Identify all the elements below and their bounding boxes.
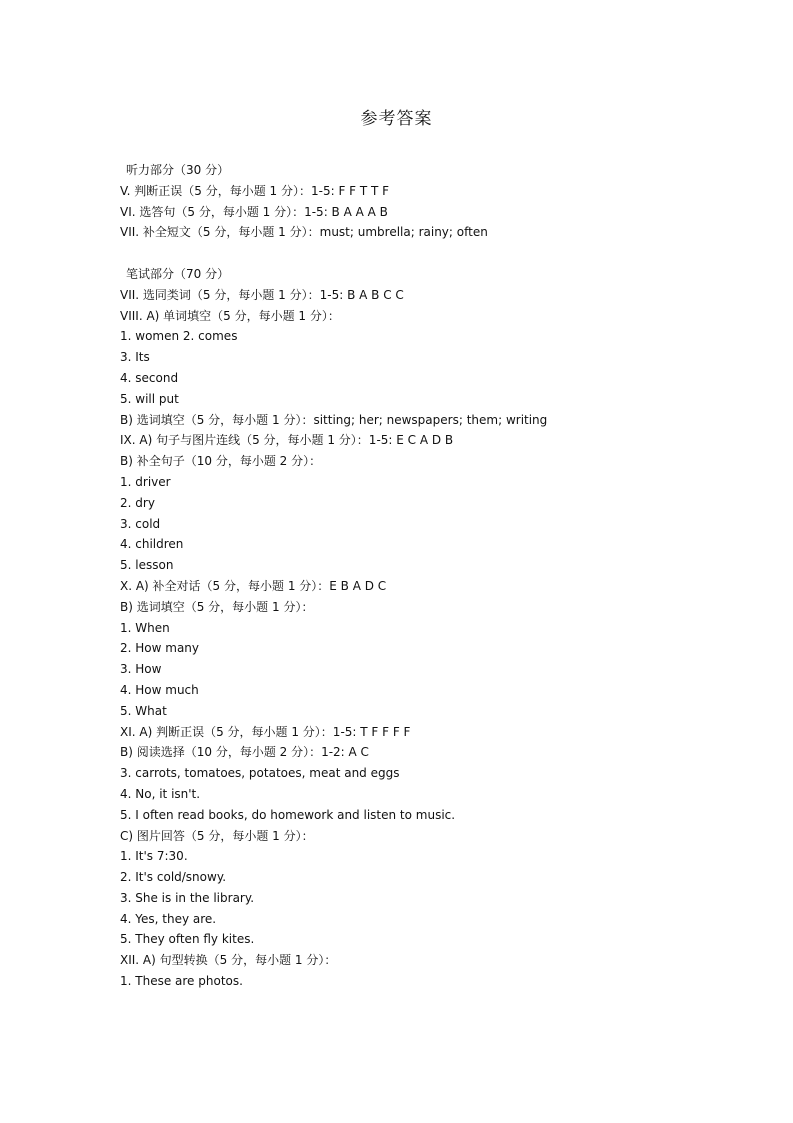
answer-line: 4. Yes, they are. [120,911,217,926]
answer-line: B) 选词填空（5 分，每小题 1 分）： [120,599,314,614]
answer-line: 5. I often read books, do homework and listen to music. [120,807,456,822]
answer-line: 1. driver [120,474,171,489]
answer-line: XI. A) 判断正误（5 分，每小题 1 分）：1-5: T F F F F [120,724,411,739]
listening-heading: 听力部分（30 分） [126,163,230,177]
section-gap [120,243,760,264]
answer-line: 1. These are photos. [120,974,243,989]
answer-line: X. A) 补全对话（5 分，每小题 1 分）：E B A D C [120,578,387,593]
answer-line: 2. How many [120,641,200,656]
answer-line: B) 选词填空（5 分，每小题 1 分）：sitting; her; newspapers; them; writing [120,412,548,427]
answer-line: V. 判断正误（5 分，每小题 1 分）：1-5: F F T T F [120,183,390,198]
answer-line: C) 图片回答（5 分，每小题 1 分）： [120,828,314,843]
answer-line: 4. children [120,537,184,552]
answer-line: VIII. A) 单词填空（5 分，每小题 1 分）： [120,308,340,323]
answer-line: 1. It's 7:30. [120,849,188,864]
answer-line: 5. What [120,703,167,718]
page-title: 参考答案 [360,109,433,129]
answer-line: VII. 补全短文（5 分，每小题 1 分）：must; umbrella; rainy; often [120,225,488,240]
answer-line: 3. How [120,662,162,677]
answer-line: 3. cold [120,516,161,531]
answer-line: 2. dry [120,495,155,510]
answer-line: 1. When [120,620,170,635]
answer-line: B) 补全句子（10 分，每小题 2 分）： [120,454,322,469]
answer-line: 3. She is in the library. [120,890,255,905]
answer-line: 2. It's cold/snowy. [120,870,227,885]
answer-line: 5. They often fly kites. [120,932,255,947]
answer-line: 3. Its [120,350,150,365]
answer-line: B) 阅读选择（10 分，每小题 2 分）：1-2: A C [120,745,369,760]
answer-line: 4. How much [120,682,199,697]
answer-line: 1. women 2. comes [120,329,238,344]
answer-line: VI. 选答句（5 分，每小题 1 分）：1-5: B A A A B [120,204,388,219]
answer-line: VII. 选同类词（5 分，每小题 1 分）：1-5: B A B C C [120,287,404,302]
answer-line: 5. lesson [120,558,174,573]
answer-content [120,160,760,992]
answer-line: 5. will put [120,391,179,406]
answer-line: 4. second [120,370,179,385]
written-heading: 笔试部分（70 分） [126,266,230,281]
answer-line: IX. A) 句子与图片连线（5 分，每小题 1 分）：1-5: E C A D B [120,433,454,448]
answer-line: 4. No, it isn't. [120,786,201,801]
answer-line: XII. A) 句型转换（5 分，每小题 1 分）： [120,953,337,968]
answer-line: 3. carrots, tomatoes, potatoes, meat and eggs [120,766,400,781]
